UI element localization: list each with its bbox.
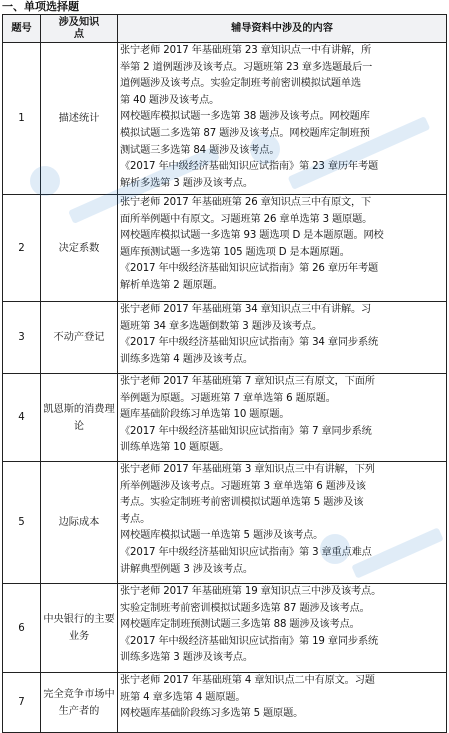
content-line: 实验定制班考前密训模拟试题多选第 87 题涉及该考点。	[120, 602, 370, 614]
row-content	[118, 195, 447, 302]
row-topic: 决定系数	[41, 195, 118, 302]
content-line: 考点。	[120, 513, 151, 525]
content-line: 网校题库模拟试题一多选第 38 题涉及该考点。网校题库	[120, 111, 370, 123]
content-line: 训练单选第 10 题原题。	[120, 442, 230, 454]
content-line: 网校题库模拟试题一多选第 93 题选项 D 是本题原题。网校	[120, 230, 384, 242]
row-topic: 完全竞争市场中生产者的	[41, 673, 118, 733]
row-number: 5	[3, 462, 41, 584]
content-line: 题库基础阶段练习单选第 10 题原题。	[120, 409, 290, 421]
content-line: 第 40 题涉及该考点。	[120, 94, 220, 106]
table-row	[3, 584, 447, 673]
content-line: 张宁老师 2017 年基础班第 7 章知识点三有原文，下面所	[120, 376, 375, 387]
content-line: 张宁老师 2017 年基础班第 23 章知识点一中有讲解，所	[120, 45, 372, 56]
content-line: 网校题库定制班预测试题三多选第 88 题涉及该考点。	[120, 619, 360, 631]
content-line: 道例题涉及该考点。实验定制班考前密训模拟试题单选	[120, 78, 361, 90]
content-line: 模拟试题二多选第 87 题涉及该考点。网校题库定制班预	[120, 127, 370, 139]
content-line: 《2017 年中级经济基础知识应试指南》第 3 章重点难点	[120, 546, 372, 558]
row-topic: 描述统计	[41, 43, 118, 195]
content-line: 《2017 年中级经济基础知识应试指南》第 23 章历年考题	[120, 161, 379, 173]
row-number: 2	[3, 195, 41, 302]
row-topic: 中央银行的主要业务	[41, 584, 118, 673]
content-line: 考点。实验定制班考前密训模拟试题单选第 5 题涉及该	[120, 497, 364, 509]
row-topic: 边际成本	[41, 462, 118, 584]
table-row	[3, 462, 447, 584]
content-line: 班第 4 章多选第 4 题原题。	[120, 691, 246, 703]
content-line: 讲解典型例题 3 涉及该考点。	[120, 563, 253, 575]
row-content	[118, 584, 447, 673]
row-number: 4	[3, 374, 41, 462]
row-number: 6	[3, 584, 41, 673]
row-topic: 不动产登记	[41, 302, 118, 374]
content-line: 解析单选第 2 题原题。	[120, 279, 223, 291]
content-line: 网校题库基础阶段练习多选第 5 题原题。	[120, 708, 304, 720]
content-line: 训练多选第 3 题涉及该考点。	[120, 652, 253, 664]
table-body	[3, 43, 447, 733]
content-line: 《2017 年中级经济基础知识应试指南》第 26 章历年考题	[120, 263, 379, 275]
row-number: 7	[3, 673, 41, 733]
row-topic: 凯恩斯的消费理论	[41, 374, 118, 462]
topic-table	[2, 14, 447, 733]
content-line: 张宁老师 2017 年基础班第 19 章知识点三中涉及该考点。	[120, 586, 382, 597]
content-line: 测试题三多选第 84 题涉及该考点。	[120, 144, 280, 156]
content-line: 所举例题涉及该考点。习题班第 3 章单选第 6 题涉及该	[120, 480, 366, 492]
content-line: 张宁老师 2017 年基础班第 3 章知识点三中有讲解，下列	[120, 464, 375, 475]
row-content	[118, 374, 447, 462]
table-row	[3, 374, 447, 462]
content-line: 解析多选第 3 题涉及该考点。	[120, 177, 253, 189]
table-row	[3, 43, 447, 195]
content-line: 《2017 年中级经济基础知识应试指南》第 7 章同步系统	[120, 425, 372, 437]
row-number: 3	[3, 302, 41, 374]
section-title: 一、单项选择题	[2, 0, 79, 13]
row-content	[118, 462, 447, 584]
content-line: 张宁老师 2017 年基础班第 34 章知识点三中有讲解。习	[120, 304, 372, 315]
header-content: 辅导资料中涉及的内容	[118, 15, 447, 43]
content-line: 题库预测试题一多选第 105 题选项 D 是本题原题。	[120, 246, 350, 258]
row-content	[118, 43, 447, 195]
content-line: 张宁老师 2017 年基础班第 4 章知识点二中有原文。习题	[120, 675, 375, 686]
content-line: 题班第 34 章多选题倒数第 3 题涉及该考点。	[120, 320, 322, 332]
row-number: 1	[3, 43, 41, 195]
content-line: 面所举例题中有原文。习题班第 26 章单选第 3 题原题。	[120, 213, 373, 225]
header-no: 题号	[3, 15, 41, 43]
table-row	[3, 302, 447, 374]
content-line: 举例题为原题。习题班第 7 章单选第 6 题原题。	[120, 392, 336, 404]
content-line: 《2017 年中级经济基础知识应试指南》第 34 章同步系统	[120, 337, 379, 349]
content-line: 《2017 年中级经济基础知识应试指南》第 19 章同步系统	[120, 635, 379, 647]
row-content	[118, 673, 447, 733]
table-row	[3, 673, 447, 733]
content-line: 网校题库模拟试题一单选第 5 题涉及该考点。	[120, 530, 324, 542]
header-topic: 涉及知识点	[41, 15, 118, 43]
content-line: 举第 2 道例题涉及该考点。习题班第 23 章多选题最后一	[120, 61, 373, 73]
content-line: 张宁老师 2017 年基础班第 26 章知识点三中有原文，下	[120, 197, 372, 208]
header-row	[3, 15, 447, 43]
table-row	[3, 195, 447, 302]
content-line: 训练多选第 4 题涉及该考点。	[120, 353, 253, 365]
row-content	[118, 302, 447, 374]
